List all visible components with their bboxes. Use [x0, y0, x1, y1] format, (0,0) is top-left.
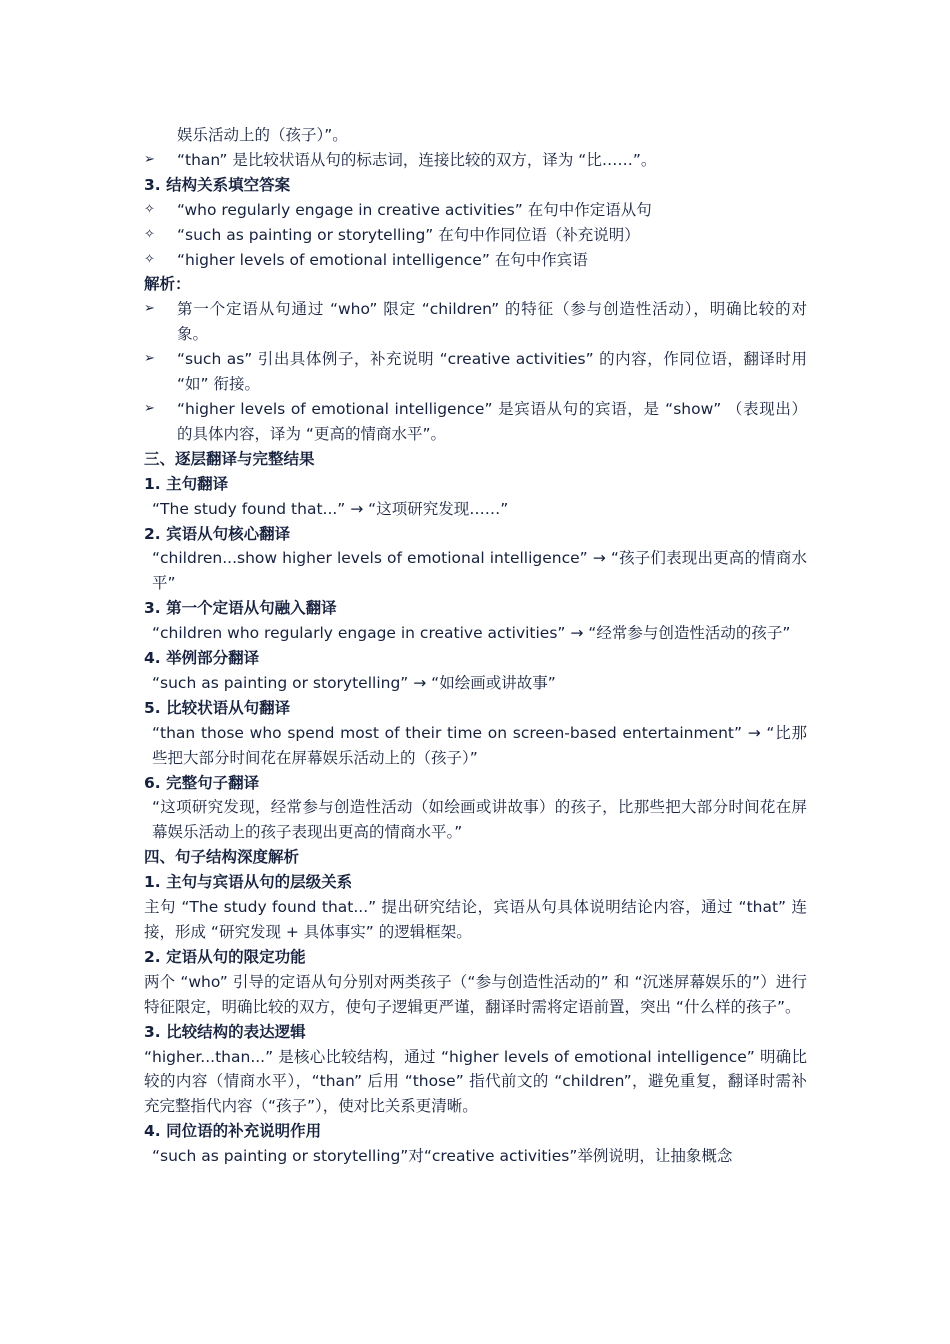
analysis-item [144, 297, 807, 347]
answer-item [144, 198, 807, 223]
analysis-text: “such as” 引出具体例子，补充说明 “creative activities” 的内容，作同位语，翻译时用 “如” 衔接。 [177, 350, 807, 394]
answer-text: “higher levels of emotional intelligence” 在句中作宾语 [177, 250, 588, 269]
analysis-paragraph: “such as painting or storytelling”对“creative activities”举例说明，让抽象概念 [152, 1147, 733, 1166]
translation-text: “children...show higher levels of emotional intelligence” → “孩子们表现出更高的情商水平” [152, 549, 807, 593]
part-heading: 四、句子结构深度解析 [144, 848, 300, 867]
subsection-heading: 4. 同位语的补充说明作用 [144, 1122, 322, 1141]
bullet-item [144, 148, 807, 173]
translation-text: “这项研究发现，经常参与创造性活动（如绘画或讲故事）的孩子，比那些把大部分时间花在屏幕娱乐活动上的孩子表现出更高的情商水平。” [152, 798, 807, 842]
analysis-text: “higher levels of emotional intelligence” 是宾语从句的宾语，是 “show” （表现出）的具体内容，译为 “更高的情商水平”。 [177, 399, 807, 443]
bullet-text: “than” 是比较状语从句的标志词，连接比较的双方，译为 “比……”。 [177, 150, 657, 169]
subsection-heading: 5. 比较状语从句翻译 [144, 698, 291, 717]
diamond-bullet-icon: ✧ [144, 226, 155, 242]
answer-item [144, 223, 807, 248]
arrow-bullet-icon: ➢ [144, 301, 155, 317]
subsection-heading: 2. 定语从句的限定功能 [144, 947, 306, 966]
answer-item [144, 248, 807, 273]
subsection-heading: 4. 举例部分翻译 [144, 649, 260, 668]
subsection-heading: 3. 第一个定语从句融入翻译 [144, 599, 337, 618]
subsection-heading: 1. 主句翻译 [144, 474, 229, 493]
part-heading: 三、逐层翻译与完整结果 [144, 449, 315, 468]
answer-text: “who regularly engage in creative activities” 在句中作定语从句 [177, 200, 652, 219]
diamond-bullet-icon: ✧ [144, 201, 155, 217]
translation-text: “children who regularly engage in creative activities” → “经常参与创造性活动的孩子” [152, 624, 791, 643]
analysis-text: 第一个定语从句通过 “who” 限定 “children” 的特征（参与创造性活动），明确比较的对象。 [177, 300, 807, 344]
analysis-paragraph: 两个 “who” 引导的定语从句分别对两类孩子（“参与创造性活动的” 和 “沉迷屏幕娱乐的”）进行特征限定，明确比较的双方，使句子逻辑更严谨，翻译时需将定语前置，突出 “什么样的孩子”。 [144, 972, 807, 1016]
analysis-label: 解析： [144, 275, 191, 294]
arrow-bullet-icon: ➢ [144, 351, 155, 367]
subsection-heading: 3. 比较结构的表达逻辑 [144, 1022, 306, 1041]
diamond-bullet-icon: ✧ [144, 251, 155, 267]
subsection-heading: 1. 主句与宾语从句的层级关系 [144, 873, 353, 892]
arrow-bullet-icon: ➢ [144, 151, 155, 167]
analysis-paragraph: 主句 “The study found that...” 提出研究结论，宾语从句具体说明结论内容，通过 “that” 连接，形成 “研究发现 + 具体事实” 的逻辑框架。 [144, 898, 807, 941]
analysis-paragraph: “higher...than...” 是核心比较结构，通过 “higher levels of emotional intelligence” 明确比较的内容（情商水平），“than” 后用 “those” 指代前文的 “children”，避免重复，翻译时需补充完整指代内容（“孩子”），使对比关系更清晰。 [144, 1047, 807, 1116]
arrow-bullet-icon: ➢ [144, 400, 155, 416]
analysis-item [144, 347, 807, 397]
answer-text: “such as painting or storytelling” 在句中作同位语（补充说明） [177, 225, 640, 244]
analysis-item [144, 397, 807, 447]
translation-text: “such as painting or storytelling” → “如绘画或讲故事” [152, 673, 556, 692]
section-heading: 3. 结构关系填空答案 [144, 175, 291, 194]
translation-text: “The study found that...” → “这项研究发现……” [152, 499, 509, 518]
continued-text: 娱乐活动上的（孩子）”。 [177, 126, 348, 144]
document-page [144, 123, 807, 1169]
subsection-heading: 2. 宾语从句核心翻译 [144, 524, 291, 543]
translation-text: “than those who spend most of their time on screen-based entertainment” → “比那些把大部分时间花在屏幕娱乐活动上的（孩子）” [152, 723, 807, 767]
subsection-heading: 6. 完整句子翻译 [144, 773, 260, 792]
